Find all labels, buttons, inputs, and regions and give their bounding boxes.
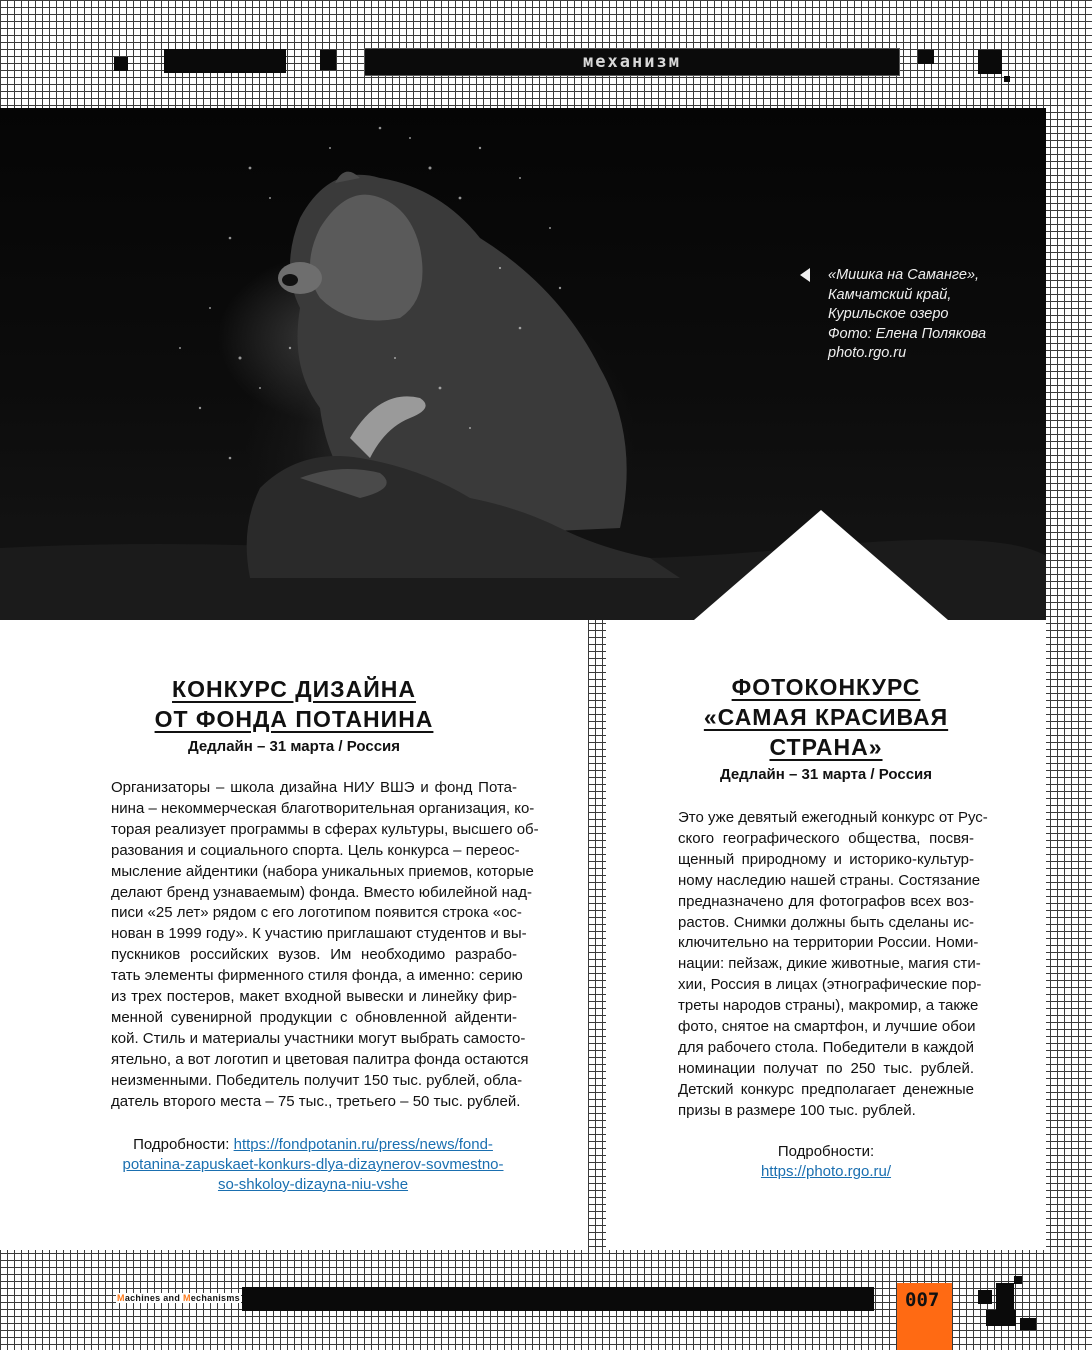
body-line: из трех постеров, макет входной вывески и линейку фир- [111,988,517,1006]
title-line: КОНКУРС ДИЗАЙНА [172,676,416,702]
body-line: призы в размере 100 тыс. рублей. [678,1101,916,1119]
caption-line: Фото: Елена Полякова [828,325,987,342]
caption-line: Курильское озеро [828,306,949,322]
body-line: фото, снятое на смартфон, и лучшие обои [678,1018,976,1036]
title-line: ОТ ФОНДА ПОТАНИНА [154,706,434,732]
body-line: Это уже девятый ежегодный конкурс от Рус- [678,809,988,826]
page-number-box [897,1283,952,1350]
body-line: датель второго места – 75 тыс., третьего – 50 тыс. рублей. [111,1092,521,1110]
body-line: нован в 1999 году». К участию приглашают студентов и вы- [111,925,527,943]
footer-pixel-block [1014,1276,1022,1284]
article-details [0,1135,626,1195]
body-line: пускников российских вузов. Им необходимо разрабо- [111,946,517,964]
details-link[interactable]: https://photo.rgo.ru/ [760,1163,892,1180]
header-square-right-2 [978,50,1002,74]
body-line: ключительно на территории России. Номи- [678,934,979,952]
body-line: ского географического общества, посвя- [678,829,974,847]
body-line: ятельно, а вот логотип и цветовая палитра фонда остаются [111,1050,529,1068]
article-body [678,808,988,1122]
footer-pixel-block [978,1290,992,1304]
magazine-logo: Machines and Mechanisms [117,1293,240,1303]
article-body [111,778,539,1113]
body-line: мысление айдентики (набора уникальных приемов, которые [111,862,534,880]
body-line: менной сувенирной продукции с обновленной айденти- [111,1008,517,1026]
details-label: Подробности: [777,1143,875,1160]
footer-pixel-block [986,1310,1016,1326]
body-line: нации: пейзаж, дикие животные, магия сти- [678,955,981,973]
header-bar-left [164,49,286,73]
footer-pixel-block [996,1283,1014,1311]
triangle-decoration [694,510,948,620]
body-line: ному наследию нашей страны. Состязание [678,871,981,889]
header-square [320,50,336,70]
caption-line: photo.rgo.ru [828,345,907,361]
details-link[interactable]: https://fondpotanin.ru/press/news/fond- [233,1136,493,1153]
body-line: Организаторы – школа дизайна НИУ ВШЭ и фонд Пота- [111,779,517,796]
body-line: делают бренд узнаваемым) фонда. Вместо юбилейной над- [111,883,533,901]
header-square-small [114,57,128,71]
article-photo-contest [606,620,1046,1250]
details-label: Подробности: [133,1136,230,1153]
header-square-dot [1004,76,1010,82]
article-details [606,1142,1046,1182]
title-line: СТРАНА» [769,734,883,760]
body-line: Детский конкурс предполагает денежные [678,1080,974,1098]
section-label: механизм [583,52,681,72]
details-link[interactable]: so-shkoloy-dizayna-niu-vshe [217,1176,409,1193]
caption-arrow-icon [800,268,810,282]
title-line: «САМАЯ КРАСИВАЯ [703,704,949,730]
body-line: тать элементы фирменного стиля фонда, а именно: серию [111,967,523,985]
body-line: номинации получат по 250 тыс. рублей. [678,1059,974,1077]
footer-bar [242,1287,874,1311]
body-line: торая реализует программы в сферах культуры, высшего об- [111,820,539,838]
title-line: ФОТОКОНКУРС [731,674,921,700]
body-line: писи «25 лет» рядом с его логотипом появится строка «ос- [111,904,522,922]
article-deadline: Дедлайн – 31 марта / Россия [187,738,401,755]
body-line: щенный природному и историко-культур- [678,850,974,868]
body-line: неизменными. Победитель получит 150 тыс. рублей, обла- [111,1071,523,1089]
footer-pixel-block [1020,1318,1036,1330]
article-title [0,674,588,755]
body-line: растов. Снимки должны быть сделаны ис- [678,913,974,931]
body-line: для рабочего стола. Победители в каждой [678,1038,974,1056]
page-number: 007 [905,1289,940,1311]
caption-line: «Мишка на Саманге», [828,267,980,283]
body-line: хии, Россия в лицах (этнографические пор- [678,976,982,994]
body-line: треты народов страны), макромир, а также [678,997,979,1015]
body-line: кой. Стиль и материалы участники могут выбрать самосто- [111,1029,526,1047]
body-line: разования и социального спорта. Цель конкурса – переос- [111,841,520,859]
details-link[interactable]: potanina-zapuskaet-konkurs-dlya-dizaynerov-sovmestno- [122,1156,504,1173]
article-deadline: Дедлайн – 31 марта / Россия [719,766,933,783]
section-label-bar [364,48,900,76]
header-square-right [918,50,934,64]
article-design-contest [0,620,588,1250]
body-line: предназначено для фотографов всех воз- [678,892,974,910]
article-title [606,672,1046,783]
caption-line: Камчатский край, [828,286,952,303]
body-line: нина – некоммерческая благотворительная организация, ко- [111,799,535,817]
photo-caption [828,266,1028,364]
